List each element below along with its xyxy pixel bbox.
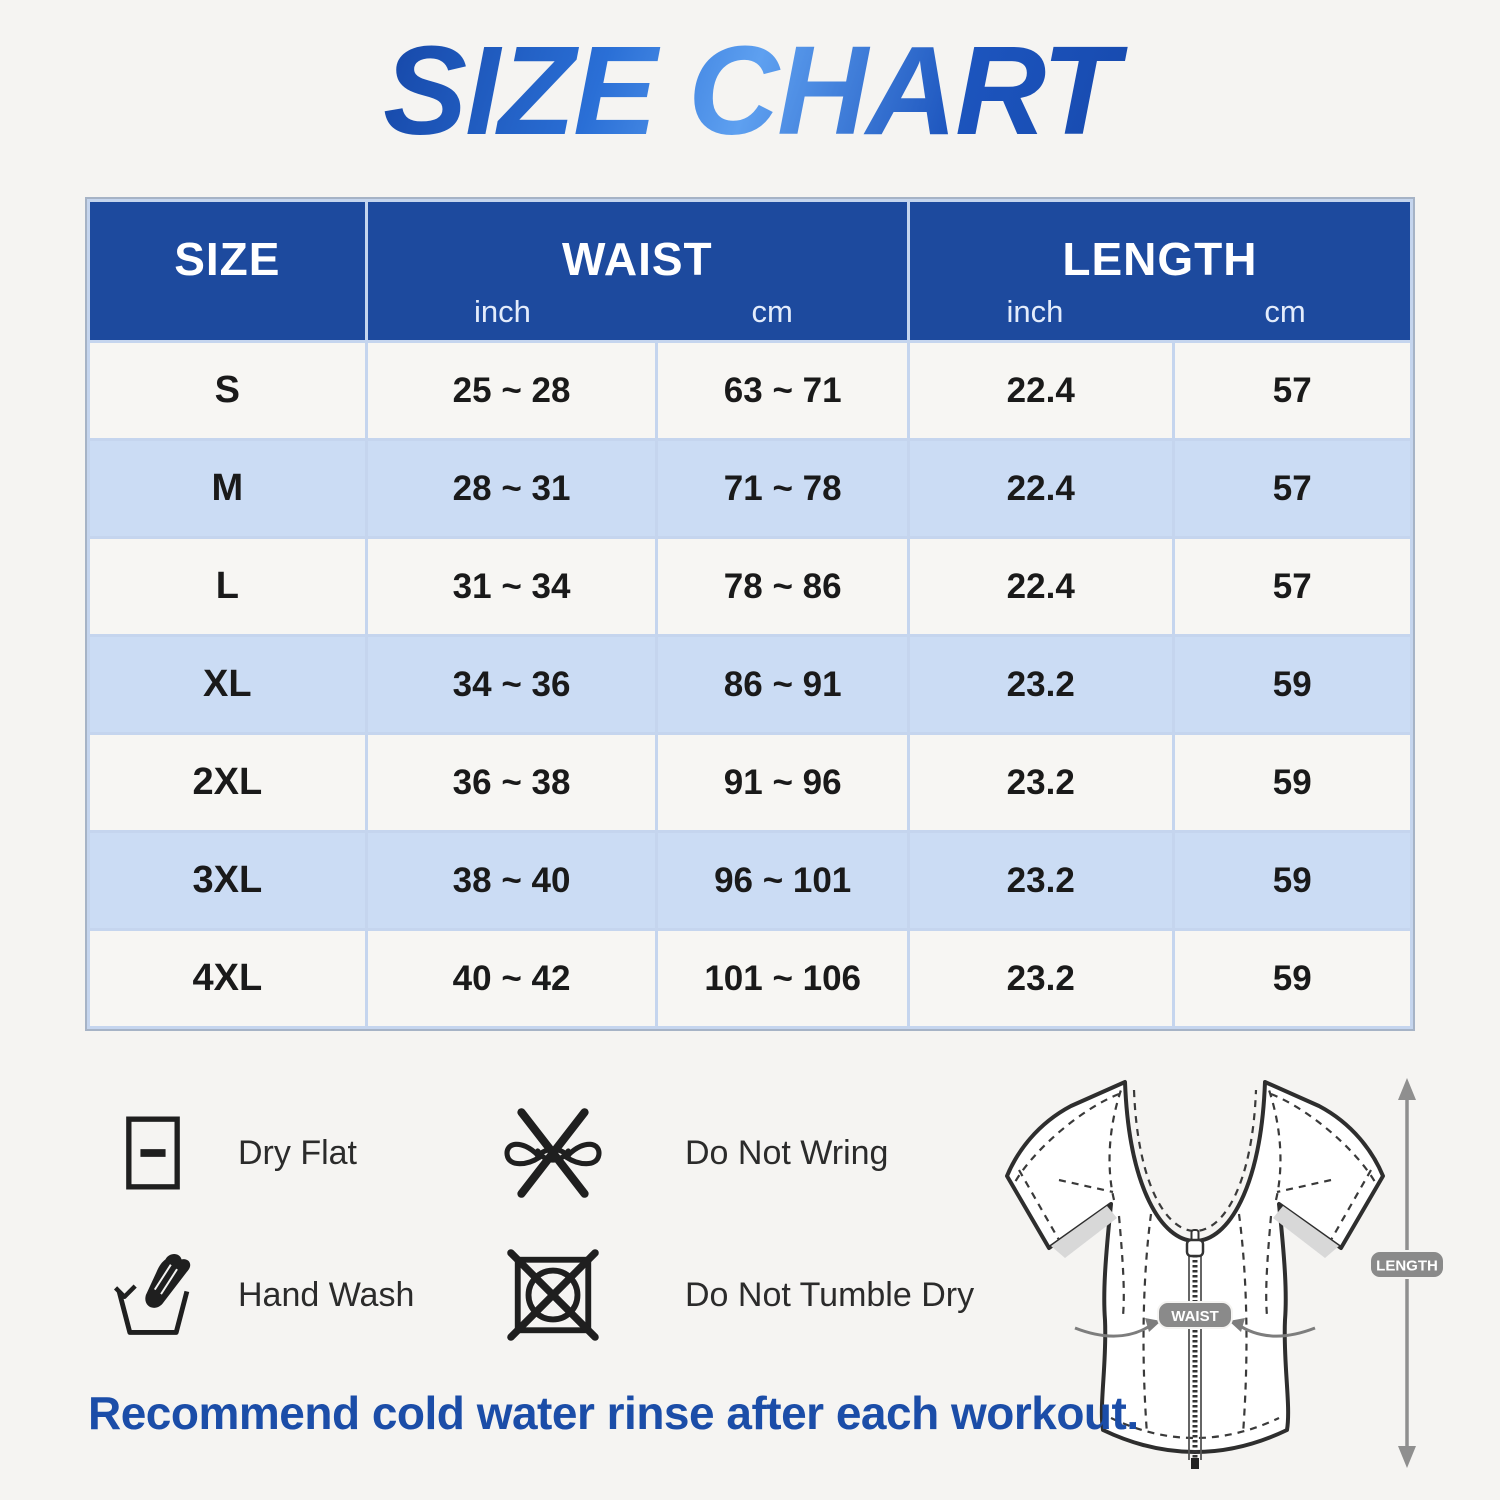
waist-inch-value: 40 ~ 42: [368, 931, 656, 1026]
length-inch-value: 23.2: [910, 735, 1172, 830]
length-inch-value: 22.4: [910, 343, 1172, 438]
length-inch-value: 23.2: [910, 637, 1172, 732]
length-header-label: LENGTH: [1062, 233, 1258, 285]
hand-wash-icon: [95, 1248, 210, 1342]
size-header-label: SIZE: [174, 233, 281, 285]
waist-cm-value: 71 ~ 78: [658, 441, 907, 536]
length-inch-value: 22.4: [910, 539, 1172, 634]
care-label: Hand Wash: [238, 1275, 415, 1314]
footer-note: Recommend cold water rinse after each workout.: [88, 1387, 1139, 1439]
column-header-waist: [368, 202, 907, 340]
size-value: M: [90, 441, 365, 536]
length-inch-value: 23.2: [910, 833, 1172, 928]
waist-inch-value: 31 ~ 34: [368, 539, 656, 634]
table-row: [90, 343, 1410, 438]
table-row: [90, 637, 1410, 732]
do-not-wring-icon: [495, 1104, 610, 1202]
care-label: Do Not Tumble Dry: [685, 1275, 975, 1314]
length-cm-value: 59: [1175, 931, 1410, 1026]
waist-cm-value: 101 ~ 106: [658, 931, 907, 1026]
waist-inch-value: 36 ~ 38: [368, 735, 656, 830]
table-row: [90, 539, 1410, 634]
do-not-tumble-dry-icon: [495, 1248, 610, 1342]
length-cm-value: 59: [1175, 833, 1410, 928]
waist-badge-label: WAIST: [1171, 1308, 1219, 1325]
size-table: [85, 197, 1415, 1031]
care-item-do-not-tumble-dry: [495, 1248, 975, 1342]
column-header-length: [910, 202, 1410, 340]
waist-units: [368, 294, 907, 330]
length-unit-inch: inch: [1006, 294, 1064, 329]
care-label: Do Not Wring: [685, 1133, 889, 1172]
page-title: SIZE CHART: [0, 18, 1500, 163]
length-badge-label: LENGTH: [1376, 1257, 1438, 1275]
care-item-dry-flat: [95, 1114, 495, 1192]
length-cm-value: 59: [1175, 735, 1410, 830]
table-row: [90, 441, 1410, 536]
size-value: 2XL: [90, 735, 365, 830]
size-value: 4XL: [90, 931, 365, 1026]
length-units: [910, 294, 1410, 330]
length-inch-value: 22.4: [910, 441, 1172, 536]
length-cm-value: 57: [1175, 441, 1410, 536]
waist-inch-value: 34 ~ 36: [368, 637, 656, 732]
waist-inch-value: 25 ~ 28: [368, 343, 656, 438]
size-value: XL: [90, 637, 365, 732]
length-inch-value: 23.2: [910, 931, 1172, 1026]
size-value: L: [90, 539, 365, 634]
table-row: [90, 735, 1410, 830]
length-cm-value: 59: [1175, 637, 1410, 732]
waist-cm-value: 86 ~ 91: [658, 637, 907, 732]
length-cm-value: 57: [1175, 539, 1410, 634]
waist-inch-value: 38 ~ 40: [368, 833, 656, 928]
dry-flat-icon: [95, 1114, 210, 1192]
table-row: [90, 931, 1410, 1026]
waist-unit-inch: inch: [474, 294, 531, 329]
column-header-size: [90, 202, 365, 340]
care-item-do-not-wring: [495, 1104, 975, 1202]
care-item-hand-wash: [95, 1248, 495, 1342]
waist-cm-value: 91 ~ 96: [658, 735, 907, 830]
length-unit-cm: cm: [1264, 294, 1306, 329]
length-cm-value: 57: [1175, 343, 1410, 438]
care-label: Dry Flat: [238, 1133, 357, 1172]
table-row: [90, 833, 1410, 928]
care-instructions: [95, 1082, 995, 1366]
waist-header-label: WAIST: [561, 233, 713, 285]
waist-cm-value: 78 ~ 86: [658, 539, 907, 634]
waist-inch-value: 28 ~ 31: [368, 441, 656, 536]
table-header-row: [90, 202, 1410, 340]
size-value: S: [90, 343, 365, 438]
waist-cm-value: 96 ~ 101: [658, 833, 907, 928]
waist-unit-cm: cm: [751, 294, 793, 329]
size-value: 3XL: [90, 833, 365, 928]
waist-cm-value: 63 ~ 71: [658, 343, 907, 438]
